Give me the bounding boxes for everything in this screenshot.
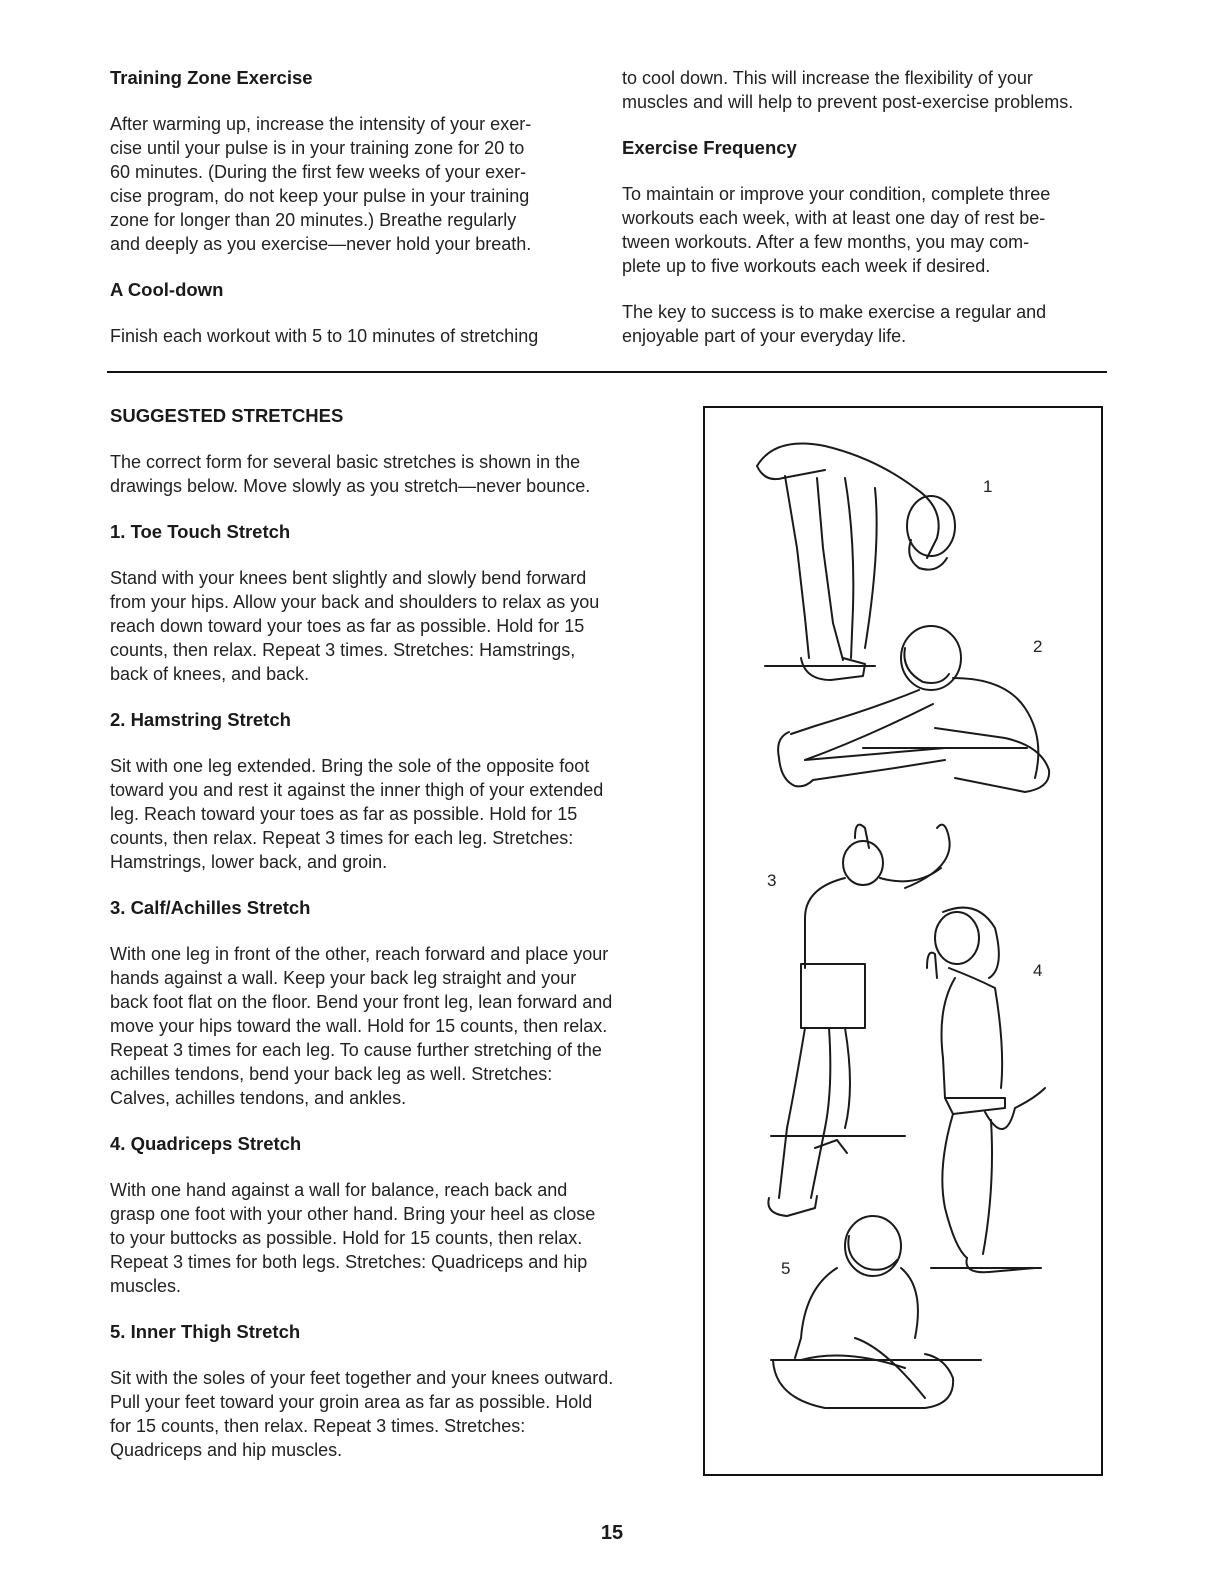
figure-label-4: 4 <box>1033 961 1043 980</box>
inner-thigh-line: Sit with the soles of your feet together and your knees outward. <box>110 1368 614 1388</box>
training-zone-line: After warming up, increase the intensity of your exer- <box>110 114 532 134</box>
toe-touch-heading: 1. Toe Touch Stretch <box>110 521 291 542</box>
calf-achilles-heading: 3. Calf/Achilles Stretch <box>110 897 311 918</box>
quadriceps-line: muscles. <box>110 1276 182 1296</box>
quadriceps-line: grasp one foot with your other hand. Bring your heel as close <box>110 1204 596 1224</box>
toe-touch-line: from your hips. Allow your back and shoulders to relax as you <box>110 592 600 612</box>
suggested-stretches-title: SUGGESTED STRETCHES <box>110 405 344 426</box>
quadriceps-figure <box>927 908 1045 1273</box>
hamstring-line: toward you and rest it against the inner thigh of your extended <box>110 780 604 800</box>
stretches-intro-line: drawings below. Move slowly as you stretch—never bounce. <box>110 476 591 496</box>
inner-thigh-line: Pull your feet toward your groin area as far as possible. Hold <box>110 1392 593 1412</box>
toe-touch-line: reach down toward your toes as far as possible. Hold for 15 <box>110 616 585 636</box>
quadriceps-line: Repeat 3 times for both legs. Stretches: Quadriceps and hip <box>110 1252 588 1272</box>
figure-label-1: 1 <box>983 477 993 496</box>
section-divider <box>107 371 1107 373</box>
inner-thigh-figure <box>771 1216 981 1408</box>
quadriceps-heading: 4. Quadriceps Stretch <box>110 1133 302 1154</box>
inner-thigh-heading: 5. Inner Thigh Stretch <box>110 1321 301 1342</box>
exercise-frequency-line: tween workouts. After a few months, you may com- <box>622 232 1030 252</box>
hamstring-line: leg. Reach toward your toes as far as possible. Hold for 15 <box>110 804 578 824</box>
calf-achilles-line: achilles tendons, bend your back leg as well. Stretches: <box>110 1064 553 1084</box>
training-zone-line: 60 minutes. (During the first few weeks of your exer- <box>110 162 527 182</box>
key-to-success-line: enjoyable part of your everyday life. <box>622 326 907 346</box>
inner-thigh-line: Quadriceps and hip muscles. <box>110 1440 343 1460</box>
exercise-frequency-line: plete up to five workouts each week if desired. <box>622 256 991 276</box>
hamstring-line: Sit with one leg extended. Bring the sole of the opposite foot <box>110 756 590 776</box>
calf-achilles-line: hands against a wall. Keep your back leg straight and your <box>110 968 577 988</box>
hamstring-line: Hamstrings, lower back, and groin. <box>110 852 388 872</box>
toe-touch-line: Stand with your knees bent slightly and slowly bend forward <box>110 568 587 588</box>
cool-down-line: Finish each workout with 5 to 10 minutes of stretching <box>110 326 539 346</box>
hamstring-heading: 2. Hamstring Stretch <box>110 709 291 730</box>
cool-down-heading: A Cool-down <box>110 279 224 300</box>
calf-achilles-line: Repeat 3 times for each leg. To cause further stretching of the <box>110 1040 602 1060</box>
calf-achilles-line: move your hips toward the wall. Hold for 15 counts, then relax. <box>110 1016 608 1036</box>
cool-down-continued-line: to cool down. This will increase the flexibility of your <box>622 68 1033 88</box>
hamstring-line: counts, then relax. Repeat 3 times for each leg. Stretches: <box>110 828 574 848</box>
figure-label-5: 5 <box>781 1259 791 1278</box>
hamstring-figure <box>778 626 1049 792</box>
exercise-frequency-line: To maintain or improve your condition, complete three <box>622 184 1051 204</box>
quadriceps-line: to your buttocks as possible. Hold for 15 counts, then relax. <box>110 1228 583 1248</box>
toe-touch-line: back of knees, and back. <box>110 664 310 684</box>
stretch-illustrations <box>705 408 1101 1474</box>
calf-achilles-line: back foot flat on the floor. Bend your front leg, lean forward and <box>110 992 613 1012</box>
top-right-column <box>622 66 1112 348</box>
training-zone-line: and deeply as you exercise—never hold your breath. <box>110 234 532 254</box>
training-zone-line: cise until your pulse is in your training zone for 20 to <box>110 138 525 158</box>
toe-touch-figure <box>757 444 955 681</box>
key-to-success-line: The key to success is to make exercise a regular and <box>622 302 1047 322</box>
suggested-stretches-column <box>110 404 680 1462</box>
stretch-illustrations-box <box>703 406 1103 1476</box>
calf-achilles-line: Calves, achilles tendons, and ankles. <box>110 1088 407 1108</box>
toe-touch-line: counts, then relax. Repeat 3 times. Stretches: Hamstrings, <box>110 640 576 660</box>
inner-thigh-line: for 15 counts, then relax. Repeat 3 times. Stretches: <box>110 1416 526 1436</box>
quadriceps-line: With one hand against a wall for balance, reach back and <box>110 1180 568 1200</box>
figure-label-2: 2 <box>1033 637 1043 656</box>
stretches-intro-line: The correct form for several basic stretches is shown in the <box>110 452 581 472</box>
training-zone-line: zone for longer than 20 minutes.) Breathe regularly <box>110 210 517 230</box>
figure-label-3: 3 <box>767 871 777 890</box>
page-number: 15 <box>600 1522 624 1544</box>
calf-achilles-line: With one leg in front of the other, reach forward and place your <box>110 944 609 964</box>
exercise-frequency-heading: Exercise Frequency <box>622 137 797 158</box>
training-zone-line: cise program, do not keep your pulse in your training <box>110 186 530 206</box>
cool-down-continued-line: muscles and will help to prevent post-exercise problems. <box>622 92 1074 112</box>
top-left-column <box>110 66 590 348</box>
calf-achilles-figure <box>768 825 949 1216</box>
training-zone-heading: Training Zone Exercise <box>110 67 313 88</box>
exercise-frequency-line: workouts each week, with at least one day of rest be- <box>622 208 1046 228</box>
